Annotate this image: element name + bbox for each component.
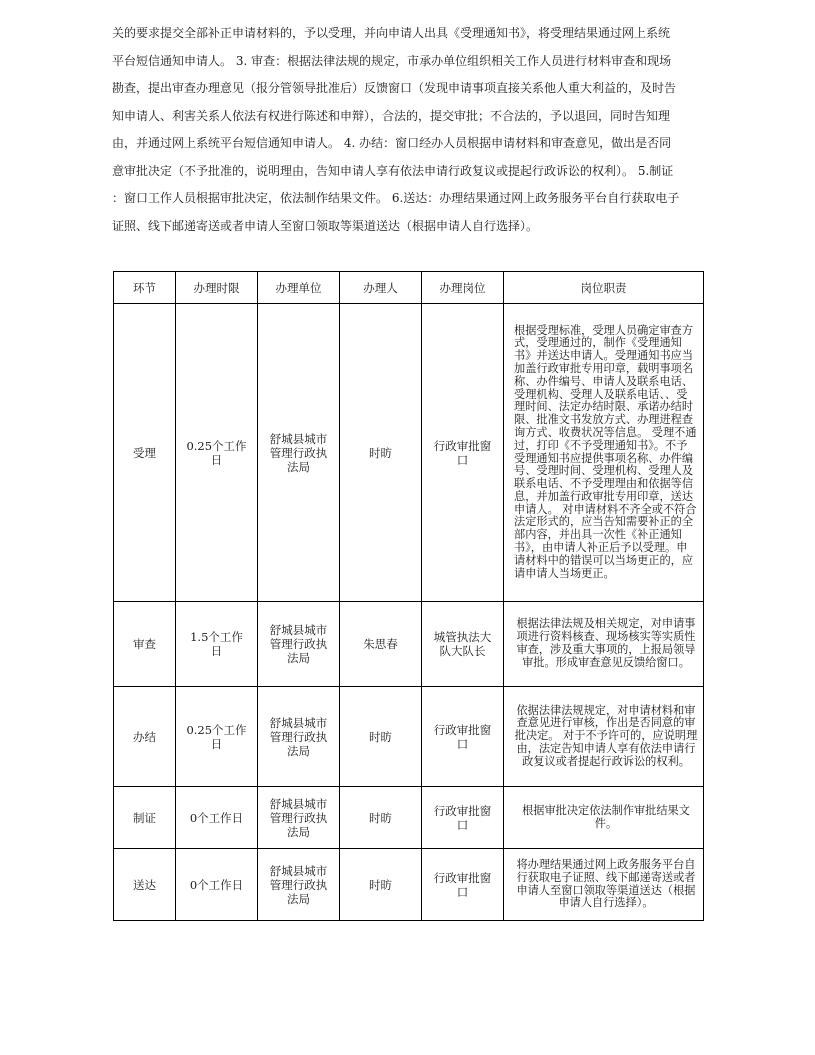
header-post: 办理岗位 [422, 272, 504, 304]
cell-time-limit: 0个工作日 [176, 849, 258, 921]
cell-duty: 依据法律法规规定，对申请材料和审查意见进行审核，作出是否同意的审批决定。 对于不予许可的，应说明理由，法定告知申请人享有依法申请行政复议或者提起行政诉讼的权利。 [504, 687, 704, 787]
table-row [114, 787, 704, 849]
cell-post: 行政审批窗口 [422, 849, 504, 921]
cell-unit: 舒城县城市管理行政执法局 [258, 602, 340, 687]
intro-line: 平台短信通知申请人。 3. 审查：根据法律法规的规定，市承办单位组织相关工作人员进行材料审查和现场 [112, 53, 672, 68]
intro-line: 知申请人、利害关系人依法有权进行陈述和申辩），合法的，提交审批；不合法的，予以退回，同时告知理 [112, 108, 671, 123]
cell-time-limit: 1.5个工作日 [176, 602, 258, 687]
header-time-limit: 办理时限 [176, 272, 258, 304]
cell-duty: 根据审批决定依法制作审批结果文件。 [504, 787, 704, 849]
cell-unit: 舒城县城市管理行政执法局 [258, 687, 340, 787]
cell-stage: 审查 [114, 602, 176, 687]
header-person: 办理人 [340, 272, 422, 304]
intro-line: 关的要求提交全部补正申请材料的，予以受理，并向申请人出具《受理通知书》，将受理结果通过网上系统 [112, 26, 671, 40]
cell-unit: 舒城县城市管理行政执法局 [258, 787, 340, 849]
cell-unit: 舒城县城市管理行政执法局 [258, 304, 340, 602]
cell-unit: 舒城县城市管理行政执法局 [258, 849, 340, 921]
cell-person: 时昉 [340, 304, 422, 602]
table-row [114, 602, 704, 687]
cell-person: 时昉 [340, 849, 422, 921]
table-row [114, 687, 704, 787]
intro-paragraph [112, 20, 706, 240]
cell-time-limit: 0.25个工作日 [176, 304, 258, 602]
intro-line: ：窗口工作人员根据审批决定，依法制作结果文件。 6.送达：办理结果通过网上政务服务平台自行获取电子 [112, 191, 680, 205]
header-duty: 岗位职责 [504, 272, 704, 304]
cell-post: 行政审批窗口 [422, 304, 504, 602]
cell-stage: 送达 [114, 849, 176, 921]
table-row [114, 304, 704, 602]
intro-line: 由，并通过网上系统平台短信通知申请人。 4. 办结：窗口经办人员根据申请材料和审查意见，做出是否同 [112, 136, 672, 150]
cell-stage: 办结 [114, 687, 176, 787]
intro-line: 意审批决定（不予批准的，说明理由，告知申请人享有依法申请行政复议或提起行政诉讼的权利）。 5.制证 [112, 163, 674, 178]
process-table [113, 271, 704, 921]
cell-person: 朱思春 [340, 602, 422, 687]
cell-post: 行政审批窗口 [422, 787, 504, 849]
cell-time-limit: 0.25个工作日 [176, 687, 258, 787]
cell-post: 城管执法大队大队长 [422, 602, 504, 687]
table-header-row [114, 272, 704, 304]
cell-time-limit: 0个工作日 [176, 787, 258, 849]
header-stage: 环节 [114, 272, 176, 304]
intro-line: 勘查，提出审查办理意见（报分管领导批准后）反馈窗口（发现申请事项直接关系他人重大利益的，及时告 [112, 81, 677, 95]
cell-stage: 受理 [114, 304, 176, 602]
table-row [114, 849, 704, 921]
cell-duty: 将办理结果通过网上政务服务平台自行获取电子证照、线下邮递寄送或者申请人至窗口领取等渠道送达（根据申请人自行选择）。 [504, 849, 704, 921]
cell-duty: 根据受理标准，受理人员确定审查方式，受理通过的，制作《受理通知书》并送达申请人。受理通知书应当加盖行政审批专用印章，载明事项名称、办件编号、申请人及联系电话、受理机构、受理人及联系电话、、受理时间、法定办结时限、承诺办结时限、批准文书发放方式、办理进程查询方式、收费状况等信息。 受理不通过，打印《不予受理通知书》。不予受理通知书应提供事项名称、办件编号、受理时间、受理机构、受理人及联系电话、不予受理理由和依据等信息，并加盖行政审批专用印章，送达申请人。 对申请材料不齐全或不符合法定形式的，应当告知需要补正的全部内容，并出具一次性《补正通知书》，由申请人补正后予以受理。申请材料中的错误可以当场更正的，应请申请人当场更正。 [504, 304, 704, 602]
cell-person: 时昉 [340, 787, 422, 849]
header-unit: 办理单位 [258, 272, 340, 304]
cell-post: 行政审批窗口 [422, 687, 504, 787]
intro-line: 证照、线下邮递寄送或者申请人至窗口领取等渠道送达（根据申请人自行选择）。 [112, 218, 539, 233]
cell-person: 时昉 [340, 687, 422, 787]
cell-stage: 制证 [114, 787, 176, 849]
cell-duty: 根据法律法规及相关规定，对申请事项进行资料核查、现场核实等实质性审查，涉及重大事项的，上报局领导审批。形成审查意见反馈给窗口。 [504, 602, 704, 687]
